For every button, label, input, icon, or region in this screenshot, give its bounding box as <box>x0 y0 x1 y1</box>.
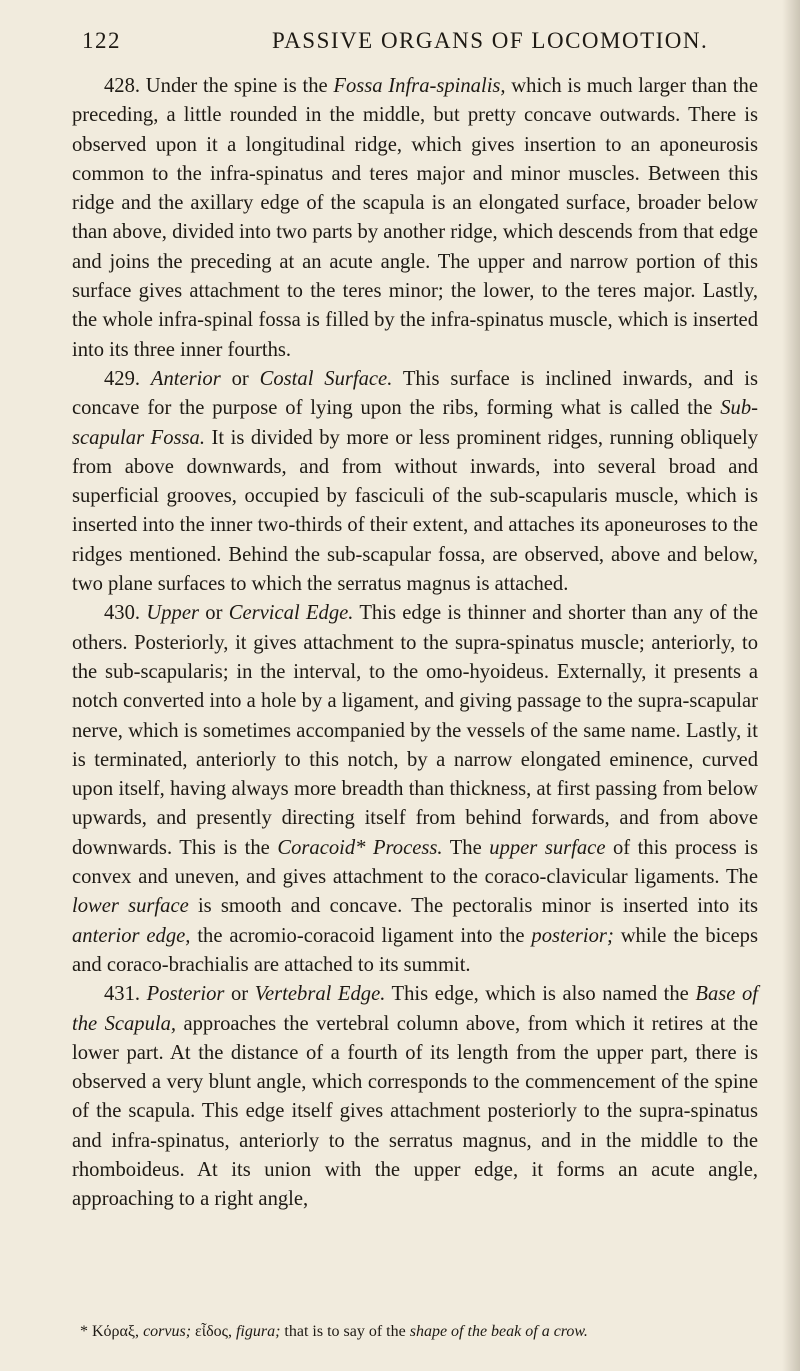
footnote-segment-italic: corvus; <box>143 1323 192 1340</box>
text-segment-italic: Fossa Infra-spinalis, <box>333 75 506 97</box>
footnote <box>80 1322 770 1342</box>
page-number: 122 <box>82 28 121 53</box>
text-segment: or <box>224 983 255 1006</box>
paragraph-429 <box>72 365 758 599</box>
text-segment <box>140 368 151 390</box>
paragraph-number: 429. <box>104 367 141 390</box>
footnote-segment: εἶδος, <box>191 1323 236 1340</box>
text-segment: which is much larger than the preceding, a little rounded in the middle, but pretty concave outwards. There is observed upon it a longitudinal ridge, which gives insertion to an aponeurosis common to the infra-spinatus and teres major and minor muscles. Between this ridge and the axillary edge of the scapula is an elongated surface, broader below than above, divided into two parts by another ridge, which descends from that edge and joins the preceding at an acute angle. The upper and narrow portion of this surface gives attachment to the teres minor; the lower, to the teres major. Lastly, the whole infra-spinal fossa is filled by the infra-spinatus muscle, which is inserted into its three inner fourths. <box>72 75 758 361</box>
text-segment-italic: Upper <box>146 602 199 625</box>
text-segment-italic: Costal Surface. <box>259 367 393 390</box>
text-segment: It is divided by more or less prominent ridges, running obliquely from above downwards, and from without inwards, into several broad and superficial grooves, occupied by fasciculi of the sub-scapularis muscle, which is inserted into the inner two-thirds of their extent, and attaches its aponeuroses to the ridges mentioned. Behind the sub-scapular fossa, are observed, above and below, two plane surfaces to which the serratus magnus is attached. <box>72 426 759 596</box>
text-segment-italic: anterior edge, <box>72 924 191 947</box>
page-edge-shadow <box>782 0 800 1371</box>
text-segment: of this process is convex and uneven, and gives attachment to the coraco-clavicular ligaments. The <box>72 836 758 889</box>
text-segment: This surface is inclined inwards, and is concave for the purpose of lying upon the ribs, forming what is called the <box>72 367 759 420</box>
text-segment: approaches the vertebral column above, from which it retires at the lower part. At the distance of a fourth of its length from the upper part, there is observed a very blunt angle, which corresponds to the commencement of the spine of the scapula. This edge itself gives attachment posteriorly to the supra-spinatus and infra-spinatus, anteriorly to the serratus magnus, and in the middle to the rhomboideus. At its union with the upper edge, it forms an acute angle, approaching to a right angle, <box>72 1012 758 1211</box>
text-segment-italic: lower surface <box>72 895 189 918</box>
text-segment-italic: Base of the Scapula, <box>72 983 758 1035</box>
text-segment: or <box>198 602 229 625</box>
paragraph-number: 430. <box>104 602 141 625</box>
running-title: PASSIVE ORGANS OF LOCOMOTION. <box>272 28 709 53</box>
text-segment: This edge is thinner and shorter than any of the others. Posteriorly, it gives attachment to the supra-spinatus muscle; anteriorly, to the sub-scapularis; in the interval, to the omo-hyoideus. Externally, it presents a notch converted into a hole by a ligament, and giving passage to the supra-scapular nerve, which is sometimes accompanied by the vessels of the same name. Lastly, it is terminated, anteriorly to this notch, by a narrow elongated eminence, curved upon itself, having always more breadth than thickness, at first passing from below upwards, and presently directing itself from behind forwards, and from above downwards. This is the <box>72 602 759 859</box>
text-segment: The <box>442 836 490 859</box>
text-segment-italic: Sub-scapular Fossa. <box>72 397 758 449</box>
footnote-segment-italic: figura; <box>235 1323 281 1340</box>
text-segment-italic: Vertebral Edge. <box>254 983 386 1006</box>
text-segment-italic: Posterior <box>146 983 225 1006</box>
footnote-segment: that is to say of the <box>280 1323 410 1340</box>
paragraph-number: 428. <box>104 75 141 97</box>
text-segment: Under the spine is the <box>140 75 334 97</box>
text-segment: This edge, which is also named the <box>385 983 696 1006</box>
footnote-segment: * Κόραξ, <box>80 1323 144 1340</box>
text-segment: while the biceps and coraco-brachialis are attached to its summit. <box>72 924 758 976</box>
text-segment-italic: Anterior <box>150 367 221 390</box>
text-segment-italic: Cervical Edge. <box>228 602 354 625</box>
footnote-segment-italic: shape of the beak of a crow. <box>409 1323 588 1340</box>
paragraph-428 <box>72 72 758 365</box>
text-segment-italic: Coracoid* Process. <box>277 836 443 859</box>
paragraph-430 <box>72 599 758 980</box>
body-text <box>72 72 758 1215</box>
text-segment: or <box>220 367 260 390</box>
text-segment-italic: posterior; <box>531 924 614 947</box>
text-segment: the acromio-coracoid ligament into the <box>190 924 532 947</box>
text-segment: is smooth and concave. The pectoralis minor is inserted into its <box>188 895 758 918</box>
text-segment-italic: upper surface <box>489 836 606 859</box>
paragraph-431 <box>72 980 758 1214</box>
paragraph-number: 431. <box>104 983 141 1006</box>
